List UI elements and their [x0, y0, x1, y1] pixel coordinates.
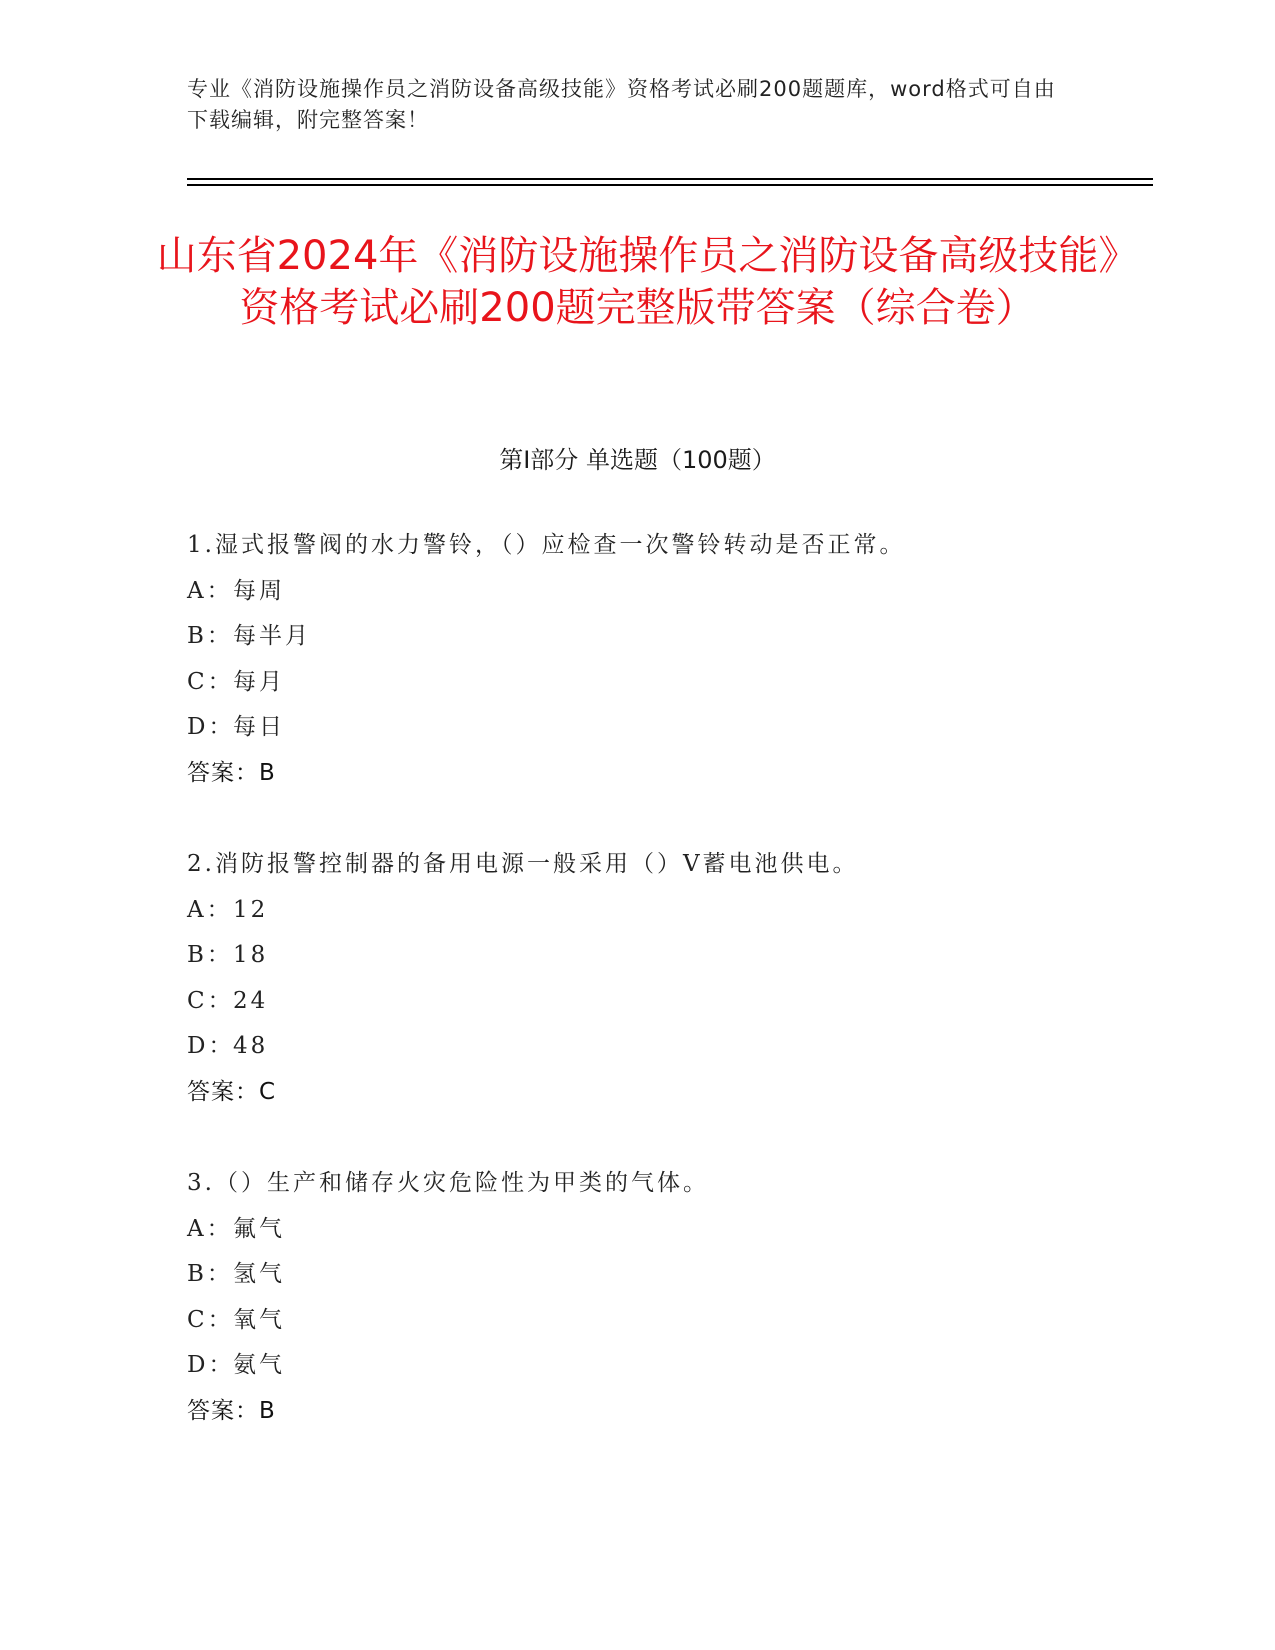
- option-text: 12: [233, 896, 269, 923]
- section-heading: 第Ⅰ部分 单选题（100题）: [499, 446, 776, 474]
- option-text: 每日: [233, 714, 285, 740]
- header-rule-top: [187, 178, 1153, 180]
- option-text: 每周: [233, 577, 285, 604]
- answer-line: [187, 1394, 1127, 1440]
- option-text: 氟气: [233, 1215, 285, 1242]
- option-text: 48: [233, 1033, 269, 1059]
- question-item: [187, 1166, 1127, 1485]
- question-text: 3.（）生产和储存火灾危险性为甲类的气体。: [187, 1170, 709, 1196]
- option-key: A：: [187, 1215, 233, 1242]
- option-key: A：: [187, 577, 233, 604]
- answer-value: B: [259, 1397, 276, 1424]
- answer-value: C: [259, 1078, 277, 1105]
- question-item: [187, 847, 1127, 1166]
- option-key: B：: [187, 942, 233, 968]
- option-a: [187, 893, 1127, 939]
- option-d: [187, 710, 1127, 756]
- question-item: [187, 528, 1127, 847]
- option-c: [187, 665, 1127, 711]
- question-text: 1.湿式报警阀的水力警铃，（）应检查一次警铃转动是否正常。: [187, 532, 906, 558]
- option-a: [187, 1212, 1127, 1258]
- option-text: 18: [233, 942, 269, 968]
- option-text: 氨气: [233, 1352, 285, 1378]
- option-key: C：: [187, 1306, 234, 1333]
- option-key: C：: [187, 668, 234, 695]
- option-key: D：: [187, 1352, 235, 1378]
- option-b: [187, 619, 1127, 665]
- option-text: 氧气: [233, 1306, 285, 1333]
- answer-label: 答案：: [187, 1078, 259, 1105]
- question-list: [187, 528, 1127, 1485]
- option-text: 24: [233, 987, 269, 1014]
- option-key: A：: [187, 896, 233, 923]
- option-key: D：: [187, 714, 235, 740]
- answer-line: [187, 756, 1127, 802]
- answer-value: B: [259, 759, 276, 786]
- header-note: 专业《消防设施操作员之消防设备高级技能》资格考试必刷200题题库，word格式可自由下载编辑，附完整答案！: [187, 77, 1056, 132]
- option-d: [187, 1029, 1127, 1075]
- option-b: [187, 1257, 1127, 1303]
- option-key: D：: [187, 1033, 235, 1059]
- document-title: 山东省2024年《消防设施操作员之消防设备高级技能》资格考试必刷200题完整版带答案（综合卷）: [156, 233, 1119, 331]
- option-text: 氢气: [233, 1261, 285, 1287]
- option-c: [187, 984, 1127, 1030]
- option-text: 每月: [233, 668, 285, 695]
- option-a: [187, 574, 1127, 620]
- option-b: [187, 938, 1127, 984]
- answer-label: 答案：: [187, 759, 259, 786]
- option-text: 每半月: [233, 623, 311, 649]
- option-d: [187, 1348, 1127, 1394]
- question-text: 2.消防报警控制器的备用电源一般采用（）V蓄电池供电。: [187, 851, 859, 877]
- option-key: B：: [187, 1261, 233, 1287]
- answer-label: 答案：: [187, 1397, 259, 1424]
- header-rule-bottom: [187, 184, 1153, 186]
- option-key: B：: [187, 623, 233, 649]
- option-key: C：: [187, 987, 234, 1014]
- option-c: [187, 1303, 1127, 1349]
- answer-line: [187, 1075, 1127, 1121]
